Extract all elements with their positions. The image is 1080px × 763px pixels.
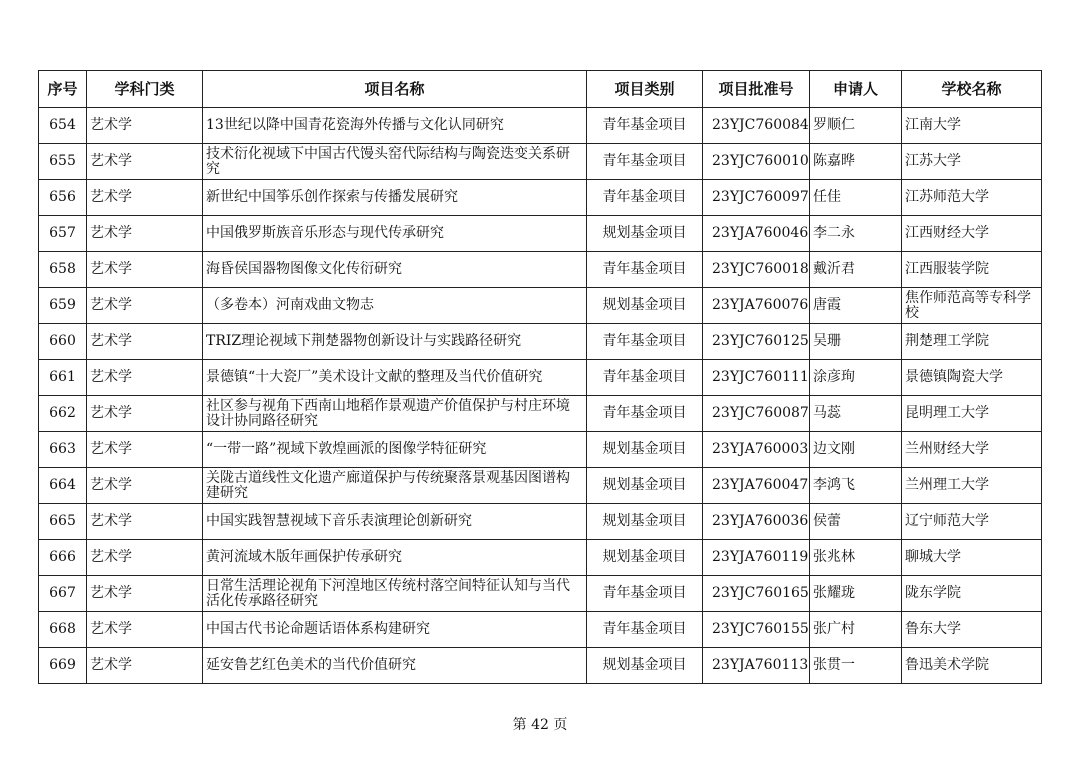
table-row <box>39 540 1042 576</box>
table-row <box>39 468 1042 504</box>
cell-project-type: 青年基金项目 <box>587 612 703 648</box>
cell-approval-number: 23YJC760155 <box>703 612 810 648</box>
cell-school: 兰州财经大学 <box>902 432 1042 468</box>
table-row <box>39 108 1042 144</box>
cell-discipline: 艺术学 <box>87 612 203 648</box>
cell-index: 658 <box>39 252 87 288</box>
cell-applicant: 陈嘉晔 <box>810 144 902 180</box>
cell-applicant: 侯蕾 <box>810 504 902 540</box>
cell-index: 668 <box>39 612 87 648</box>
header-discipline: 学科门类 <box>87 71 203 108</box>
cell-index: 664 <box>39 468 87 504</box>
cell-applicant: 吴珊 <box>810 324 902 360</box>
cell-index: 666 <box>39 540 87 576</box>
cell-discipline: 艺术学 <box>87 216 203 252</box>
cell-discipline: 艺术学 <box>87 252 203 288</box>
cell-school: 辽宁师范大学 <box>902 504 1042 540</box>
cell-approval-number: 23YJC760125 <box>703 324 810 360</box>
cell-discipline: 艺术学 <box>87 504 203 540</box>
table-row <box>39 432 1042 468</box>
cell-applicant: 张兆林 <box>810 540 902 576</box>
cell-school: 陇东学院 <box>902 576 1042 612</box>
header-school: 学校名称 <box>902 71 1042 108</box>
cell-school: 昆明理工大学 <box>902 396 1042 432</box>
table-row <box>39 612 1042 648</box>
cell-project-type: 青年基金项目 <box>587 576 703 612</box>
table-row <box>39 252 1042 288</box>
cell-applicant: 边文刚 <box>810 432 902 468</box>
cell-discipline: 艺术学 <box>87 288 203 324</box>
cell-school: 聊城大学 <box>902 540 1042 576</box>
cell-project-type: 规划基金项目 <box>587 216 703 252</box>
cell-discipline: 艺术学 <box>87 144 203 180</box>
cell-approval-number: 23YJC760097 <box>703 180 810 216</box>
cell-school: 江南大学 <box>902 108 1042 144</box>
cell-school: 焦作师范高等专科学校 <box>902 288 1042 324</box>
page-number: 第 42 页 <box>512 717 568 733</box>
table-header-row <box>39 71 1042 108</box>
cell-project-type: 青年基金项目 <box>587 180 703 216</box>
cell-school: 荆楚理工学院 <box>902 324 1042 360</box>
cell-applicant: 张贯一 <box>810 648 902 684</box>
cell-approval-number: 23YJA760119 <box>703 540 810 576</box>
cell-index: 654 <box>39 108 87 144</box>
header-index: 序号 <box>39 71 87 108</box>
cell-discipline: 艺术学 <box>87 180 203 216</box>
table-row <box>39 144 1042 180</box>
project-table-container <box>38 70 1041 684</box>
cell-school: 江西财经大学 <box>902 216 1042 252</box>
cell-project-name: 13世纪以降中国青花瓷海外传播与文化认同研究 <box>203 108 587 144</box>
cell-applicant: 戴沂君 <box>810 252 902 288</box>
cell-approval-number: 23YJA760036 <box>703 504 810 540</box>
table-row <box>39 648 1042 684</box>
cell-approval-number: 23YJC760087 <box>703 396 810 432</box>
cell-school: 江苏师范大学 <box>902 180 1042 216</box>
cell-discipline: 艺术学 <box>87 468 203 504</box>
cell-project-type: 青年基金项目 <box>587 108 703 144</box>
cell-project-type: 青年基金项目 <box>587 324 703 360</box>
cell-project-type: 规划基金项目 <box>587 288 703 324</box>
cell-project-name: 关陇古道线性文化遗产廊道保护与传统聚落景观基因图谱构建研究 <box>203 468 587 504</box>
cell-index: 662 <box>39 396 87 432</box>
cell-discipline: 艺术学 <box>87 432 203 468</box>
cell-project-name: 延安鲁艺红色美术的当代价值研究 <box>203 648 587 684</box>
cell-approval-number: 23YJC760010 <box>703 144 810 180</box>
header-applicant: 申请人 <box>810 71 902 108</box>
cell-discipline: 艺术学 <box>87 108 203 144</box>
cell-approval-number: 23YJA760076 <box>703 288 810 324</box>
cell-project-type: 规划基金项目 <box>587 468 703 504</box>
cell-school: 兰州理工大学 <box>902 468 1042 504</box>
cell-project-type: 规划基金项目 <box>587 540 703 576</box>
cell-approval-number: 23YJC760165 <box>703 576 810 612</box>
cell-applicant: 罗顺仁 <box>810 108 902 144</box>
table-row <box>39 576 1042 612</box>
cell-index: 656 <box>39 180 87 216</box>
project-table <box>38 70 1042 684</box>
cell-index: 655 <box>39 144 87 180</box>
cell-approval-number: 23YJA760003 <box>703 432 810 468</box>
cell-approval-number: 23YJA760047 <box>703 468 810 504</box>
cell-project-name: 黄河流域木版年画保护传承研究 <box>203 540 587 576</box>
cell-index: 665 <box>39 504 87 540</box>
cell-school: 鲁迅美术学院 <box>902 648 1042 684</box>
cell-discipline: 艺术学 <box>87 360 203 396</box>
cell-applicant: 任佳 <box>810 180 902 216</box>
cell-approval-number: 23YJC760084 <box>703 108 810 144</box>
cell-project-type: 青年基金项目 <box>587 360 703 396</box>
cell-project-name: 社区参与视角下西南山地稻作景观遗产价值保护与村庄环境设计协同路径研究 <box>203 396 587 432</box>
table-body <box>39 108 1042 684</box>
cell-approval-number: 23YJC760018 <box>703 252 810 288</box>
cell-project-type: 规划基金项目 <box>587 432 703 468</box>
cell-school: 江西服装学院 <box>902 252 1042 288</box>
cell-project-name: 中国俄罗斯族音乐形态与现代传承研究 <box>203 216 587 252</box>
cell-applicant: 李二永 <box>810 216 902 252</box>
table-row <box>39 324 1042 360</box>
cell-project-name: 新世纪中国筝乐创作探索与传播发展研究 <box>203 180 587 216</box>
cell-discipline: 艺术学 <box>87 324 203 360</box>
cell-index: 661 <box>39 360 87 396</box>
cell-approval-number: 23YJC760111 <box>703 360 810 396</box>
cell-applicant: 李鸿飞 <box>810 468 902 504</box>
cell-project-type: 规划基金项目 <box>587 504 703 540</box>
header-project-type: 项目类别 <box>587 71 703 108</box>
cell-applicant: 张广村 <box>810 612 902 648</box>
cell-index: 667 <box>39 576 87 612</box>
cell-school: 景德镇陶瓷大学 <box>902 360 1042 396</box>
cell-project-type: 青年基金项目 <box>587 144 703 180</box>
cell-project-type: 规划基金项目 <box>587 648 703 684</box>
cell-project-name: 日常生活理论视角下河湟地区传统村落空间特征认知与当代活化传承路径研究 <box>203 576 587 612</box>
cell-project-type: 青年基金项目 <box>587 252 703 288</box>
cell-project-name: （多卷本）河南戏曲文物志 <box>203 288 587 324</box>
cell-index: 660 <box>39 324 87 360</box>
cell-discipline: 艺术学 <box>87 540 203 576</box>
table-row <box>39 180 1042 216</box>
cell-school: 江苏大学 <box>902 144 1042 180</box>
table-row <box>39 216 1042 252</box>
table-row <box>39 360 1042 396</box>
cell-discipline: 艺术学 <box>87 396 203 432</box>
cell-index: 657 <box>39 216 87 252</box>
cell-project-type: 青年基金项目 <box>587 396 703 432</box>
cell-approval-number: 23YJA760046 <box>703 216 810 252</box>
cell-project-name: TRIZ理论视域下荆楚器物创新设计与实践路径研究 <box>203 324 587 360</box>
cell-project-name: “一带一路”视域下敦煌画派的图像学特征研究 <box>203 432 587 468</box>
cell-discipline: 艺术学 <box>87 648 203 684</box>
table-row <box>39 288 1042 324</box>
cell-project-name: 景德镇“十大瓷厂”美术设计文献的整理及当代价值研究 <box>203 360 587 396</box>
cell-index: 663 <box>39 432 87 468</box>
cell-applicant: 唐霞 <box>810 288 902 324</box>
cell-applicant: 涂彦珣 <box>810 360 902 396</box>
cell-index: 659 <box>39 288 87 324</box>
cell-project-name: 海昏侯国器物图像文化传衍研究 <box>203 252 587 288</box>
cell-approval-number: 23YJA760113 <box>703 648 810 684</box>
cell-project-name: 技术衍化视域下中国古代馒头窑代际结构与陶瓷迭变关系研究 <box>203 144 587 180</box>
cell-applicant: 张耀珑 <box>810 576 902 612</box>
header-project-name: 项目名称 <box>203 71 587 108</box>
cell-index: 669 <box>39 648 87 684</box>
cell-discipline: 艺术学 <box>87 576 203 612</box>
table-row <box>39 504 1042 540</box>
table-row <box>39 396 1042 432</box>
cell-project-name: 中国古代书论命题话语体系构建研究 <box>203 612 587 648</box>
cell-project-name: 中国实践智慧视域下音乐表演理论创新研究 <box>203 504 587 540</box>
cell-school: 鲁东大学 <box>902 612 1042 648</box>
header-approval-number: 项目批准号 <box>703 71 810 108</box>
cell-applicant: 马蕊 <box>810 396 902 432</box>
